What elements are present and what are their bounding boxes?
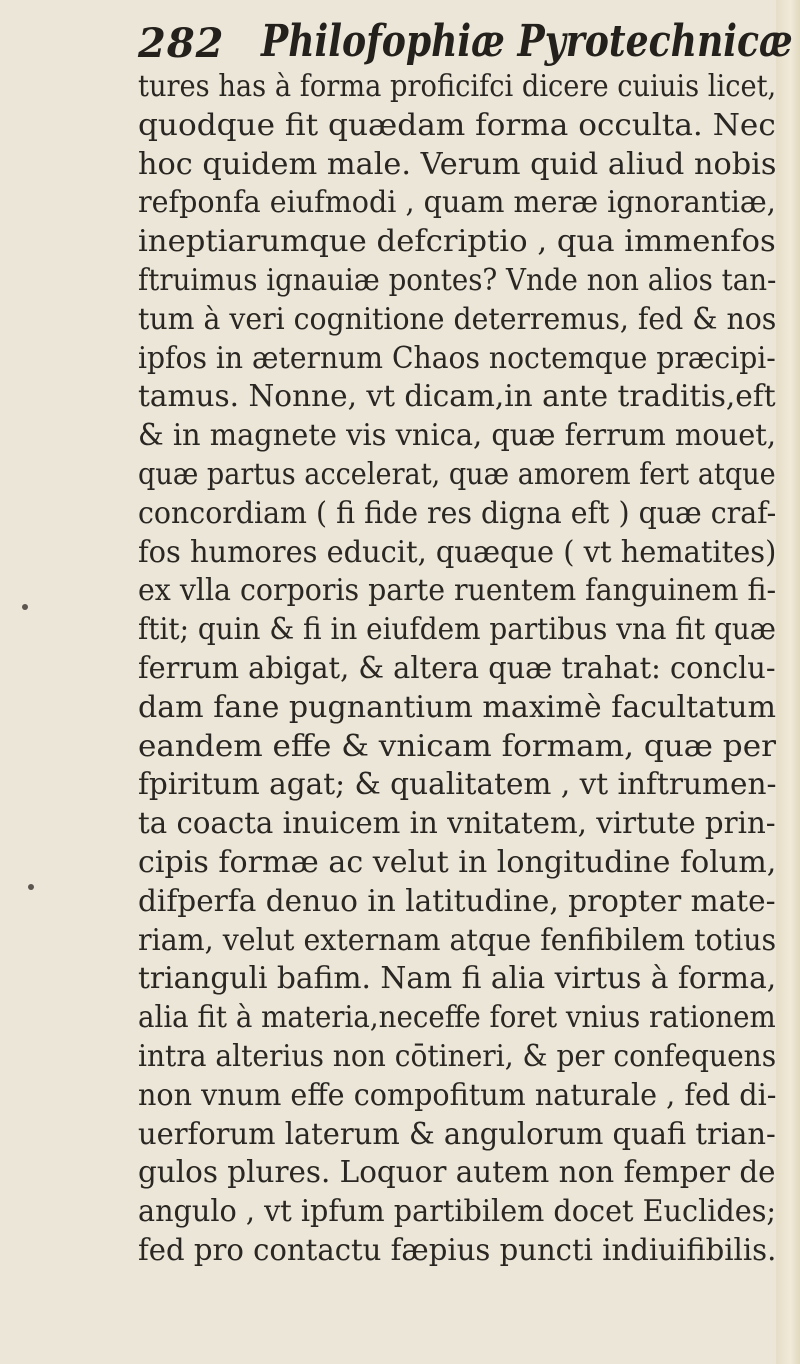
body-text [138,68,778,1271]
page-number: 282 [138,20,225,67]
text-line: refponfa eiufmodi , quam meræ ignorantiæ, [138,185,776,221]
text-line: & in magnete vis vnica, quæ ferrum mouet, [138,418,777,454]
text-line: ipfos in æternum Chaos noctemque præcipi- [138,340,776,376]
text-line: gulos plures. Loquor autem non femper de [138,1155,776,1191]
text-line: quodque fit quædam forma occulta. Nec [138,107,776,143]
text-line: dam fane pugnantium maximè facultatum [138,689,776,725]
text-line: ferrum abigat, & altera quæ trahat: conclu- [138,650,776,686]
text-line: ta coacta inuicem in vnitatem, virtute prin- [138,806,776,842]
text-line: ex vlla corporis parte ruentem fanguinem fi- [138,573,777,609]
text-line: quæ partus accelerat, quæ amorem fert atque [138,456,776,492]
running-title: Philofophiæ Pyrotechnicæ [261,16,793,67]
ink-spot [28,884,34,890]
page-header [138,16,793,76]
text-line: non vnum effe compofitum naturale , fed di- [138,1077,777,1113]
text-line: concordiam ( fi fide res digna eft ) quæ craf- [138,495,777,531]
binding-gutter [776,0,800,1364]
text-line: ftit; quin & fi in eiufdem partibus vna fit quæ [138,612,776,648]
text-line: fpiritum agat; & qualitatem , vt inftrumen- [138,767,777,803]
text-line: difperfa denuo in latitudine, propter mate- [138,883,776,919]
text-line: cipis formæ ac velut in longitudine folum, [138,844,777,880]
ink-spot [22,604,28,610]
text-line: trianguli bafim. Nam fi alia virtus à forma, [138,961,777,997]
text-line: fed pro contactu fæpius puncti indiuifibilis. [138,1232,777,1268]
text-line: tamus. Nonne, vt dicam,in ante traditis,eft [138,379,776,415]
text-line: ineptiarumque defcriptio , qua immenfos [138,224,776,260]
text-line: intra alterius non cōtineri, & per confequens [138,1038,777,1074]
text-line: riam, velut externam atque fenfibilem totius [138,922,777,958]
text-line: uerforum laterum & angulorum quafi trian- [138,1116,776,1152]
text-line: angulo , vt ipfum partibilem docet Euclides; [138,1194,777,1230]
text-line: alia fit à materia,neceffe foret vnius rationem [138,1000,776,1036]
text-line: fos humores educit, quæque ( vt hematites) [138,534,777,570]
text-line: tum à veri cognitione deterremus, fed & nos [138,301,777,337]
text-line: ftruimus ignauiæ pontes? Vnde non alios tan- [138,262,777,298]
text-line: eandem effe & vnicam formam, quæ per [138,728,776,764]
text-line: tures has à forma proficifci dicere cuiuis licet, [138,69,777,104]
text-line: hoc quidem male. Verum quid aliud nobis [138,146,777,182]
